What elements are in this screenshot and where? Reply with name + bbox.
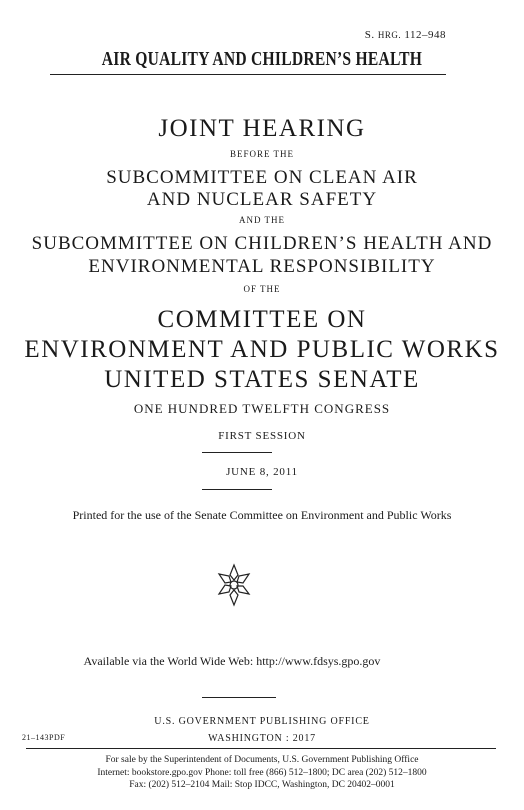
date-rule — [202, 489, 272, 490]
session-rule — [202, 452, 272, 453]
sale-line-2: Internet: bookstore.gpo.gov Phone: toll free (866) 512–1800; DC area (202) 512–1800 — [97, 768, 427, 778]
senate-heading: UNITED STATES SENATE — [104, 366, 420, 393]
before-the: BEFORE THE — [229, 149, 295, 159]
printed-for-note: Printed for the use of the Senate Committee on Environment and Public Works — [72, 508, 452, 522]
hearing-date: JUNE 8, 2011 — [226, 466, 298, 478]
title-rule — [50, 74, 446, 75]
joint-hearing-heading: JOINT HEARING — [158, 115, 366, 142]
committee-line-1: COMMITTEE ON — [157, 306, 367, 333]
of-the: OF THE — [243, 284, 281, 294]
subcommittee-1-line-2: AND NUCLEAR SAFETY — [146, 189, 378, 210]
session: FIRST SESSION — [218, 430, 306, 442]
publishing-office: U.S. GOVERNMENT PUBLISHING OFFICE — [154, 716, 370, 727]
hearing-num: 112–948 — [401, 29, 446, 41]
hearing-hrg: HRG. — [377, 30, 402, 40]
congress: ONE HUNDRED TWELFTH CONGRESS — [133, 401, 391, 416]
sale-rule — [26, 748, 496, 749]
committee-line-2: ENVIRONMENT AND PUBLIC WORKS — [24, 336, 500, 363]
subcommittee-2-line-1: SUBCOMMITTEE ON CHILDREN’S HEALTH AND — [31, 233, 493, 254]
footer-rule — [202, 697, 276, 698]
document-title: AIR QUALITY AND CHILDREN’S HEALTH — [101, 48, 423, 70]
job-code: 21–143PDF — [22, 733, 66, 742]
gpo-emblem-icon — [214, 562, 254, 608]
hearing-prefix: S. — [364, 29, 378, 41]
and-the: AND THE — [238, 215, 286, 225]
sale-line-1: For sale by the Superintendent of Documents, U.S. Government Publishing Office — [105, 755, 419, 765]
hearing-number — [365, 29, 446, 41]
subcommittee-1-line-1: SUBCOMMITTEE ON CLEAN AIR — [106, 167, 418, 188]
sale-line-3: Fax: (202) 512–2104 Mail: Stop IDCC, Washington, DC 20402–0001 — [129, 780, 395, 790]
city-year: WASHINGTON : 2017 — [208, 733, 316, 744]
availability-note: Available via the World Wide Web: http://www.fdsys.gpo.gov — [83, 654, 381, 668]
subcommittee-2-line-2: ENVIRONMENTAL RESPONSIBILITY — [88, 256, 436, 277]
